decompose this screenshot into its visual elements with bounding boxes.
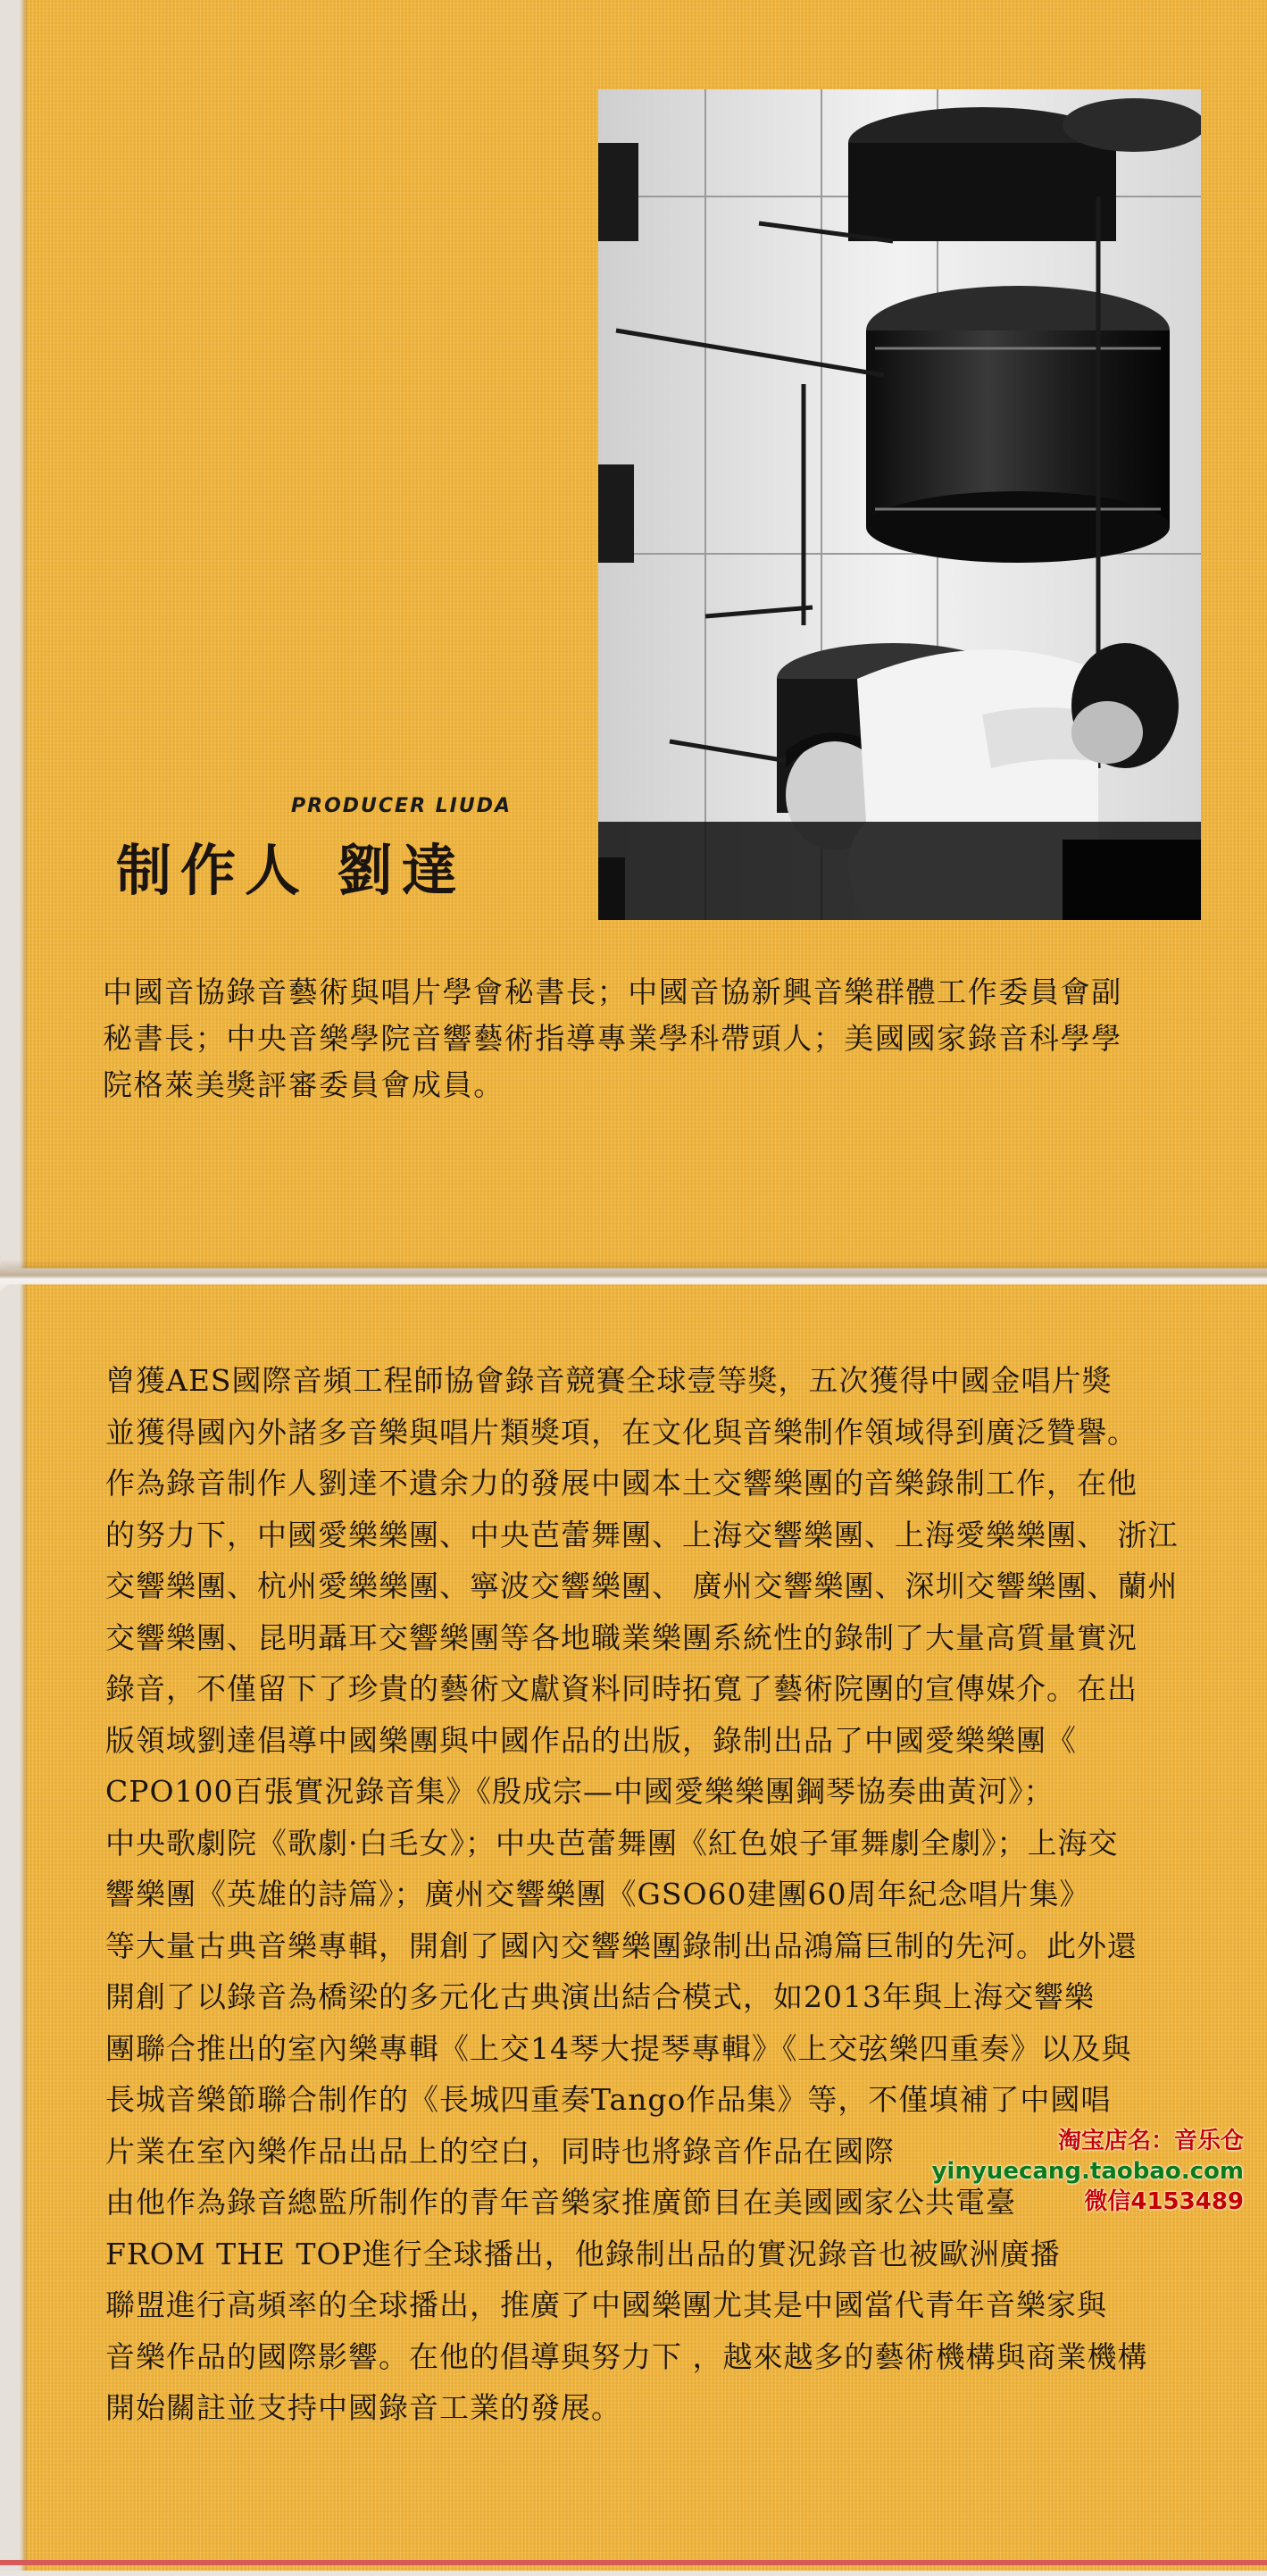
article-body bbox=[105, 1358, 1257, 2483]
article-line: FROM THE TOP進行全球播出，他錄制出品的實況錄音也被歐洲廣播 bbox=[105, 2236, 1061, 2271]
page-bottom-edge bbox=[0, 2560, 1267, 2565]
watermark-url: yinyuecang.taobao.com bbox=[931, 2158, 1244, 2185]
article-line: 等大量古典音樂專輯，開創了國內交響樂團錄制出品鴻篇巨制的先河。此外還 bbox=[105, 1928, 1138, 1963]
article-line: 開始關註並支持中國錄音工業的發展。 bbox=[105, 2390, 621, 2425]
article-line: 聯盟進行高頻率的全球播出，推廣了中國樂團尤其是中國當代青年音樂家與 bbox=[105, 2287, 1107, 2322]
bio-line: 中國音協錄音藝術與唱片學會秘書長；中國音協新興音樂群體工作委員會副 bbox=[103, 974, 1122, 1009]
watermark-wechat: 微信4153489 bbox=[1084, 2188, 1244, 2215]
article-line: 版領域劉達倡導中國樂團與中國作品的出版，錄制出品了中國愛樂樂團《 bbox=[105, 1722, 1077, 1758]
article-line: 作為錄音制作人劉達不遺余力的發展中國本土交響樂團的音樂錄制工作，在他 bbox=[105, 1466, 1138, 1501]
article-line: 交響樂團、杭州愛樂樂團、寧波交響樂團、 廣州交響樂團、深圳交響樂團、蘭州 bbox=[105, 1568, 1179, 1603]
article-line: 響樂團《英雄的詩篇》；廣州交響樂團《GSO60建團60周年紀念唱片集》 bbox=[105, 1877, 1090, 1911]
article-line: 交響樂團、昆明聶耳交響樂團等各地職業樂團系統性的錄制了大量高質量實況 bbox=[105, 1619, 1138, 1655]
studio-photo bbox=[598, 89, 1201, 920]
page-edge bbox=[0, 1284, 27, 2571]
article-line: 錄音，不僅留下了珍貴的藝術文獻資料同時拓寬了藝術院團的宣傳媒介。在出 bbox=[105, 1671, 1138, 1706]
article-line: 中央歌劇院《歌劇·白毛女》；中央芭蕾舞團《紅色娘子軍舞劇全劇》；上海交 bbox=[105, 1825, 1119, 1861]
bio-line: 院格萊美獎評審委員會成員。 bbox=[103, 1067, 504, 1102]
store-watermark bbox=[931, 2126, 1244, 2217]
article-line: 長城音樂節聯合制作的《長城四重奏Tango作品集》等，不僅填補了中國唱 bbox=[105, 2082, 1112, 2117]
bio-line: 秘書長；中央音樂學院音響藝術指導專業學科帶頭人；美國國家錄音科學學 bbox=[103, 1021, 1122, 1056]
article-line: 的努力下，中國愛樂樂團、中央芭蕾舞團、上海交響樂團、上海愛樂樂團、 浙江 bbox=[105, 1517, 1179, 1552]
page-edge bbox=[0, 0, 27, 1268]
article-line: 曾獲AES國際音頻工程師協會錄音競賽全球壹等獎，五次獲得中國金唱片獎 bbox=[105, 1363, 1113, 1398]
article-line: 團聯合推出的室內樂專輯《上交14琴大提琴專輯》《上交弦樂四重奏》以及與 bbox=[105, 2030, 1132, 2066]
article-line: 開創了以錄音為橋梁的多元化古典演出結合模式，如2013年與上海交響樂 bbox=[105, 1979, 1095, 2014]
article-line: 片業在室內樂作品出品上的空白，同時也將錄音作品在國際 bbox=[105, 2133, 895, 2169]
article-line: CPO100百張實況錄音集》《殷成宗—中國愛樂樂團鋼琴協奏曲黃河》； bbox=[105, 1774, 1054, 1809]
producer-title: 制作人 劉達 bbox=[116, 838, 466, 903]
article-line: 音樂作品的國際影響。在他的倡導與努力下 ，越來越多的藝術機構與商業機構 bbox=[105, 2338, 1148, 2374]
article-line: 由他作為錄音總監所制作的青年音樂家推廣節目在美國國家公共電臺 bbox=[105, 2185, 1016, 2220]
producer-label: PRODUCER LIUDA bbox=[291, 795, 513, 817]
article-line: 並獲得國內外諸多音樂與唱片類獎項，在文化與音樂制作領域得到廣泛贊譽。 bbox=[105, 1414, 1138, 1450]
watermark-store-name: 淘宝店名：音乐仓 bbox=[1057, 2128, 1244, 2154]
